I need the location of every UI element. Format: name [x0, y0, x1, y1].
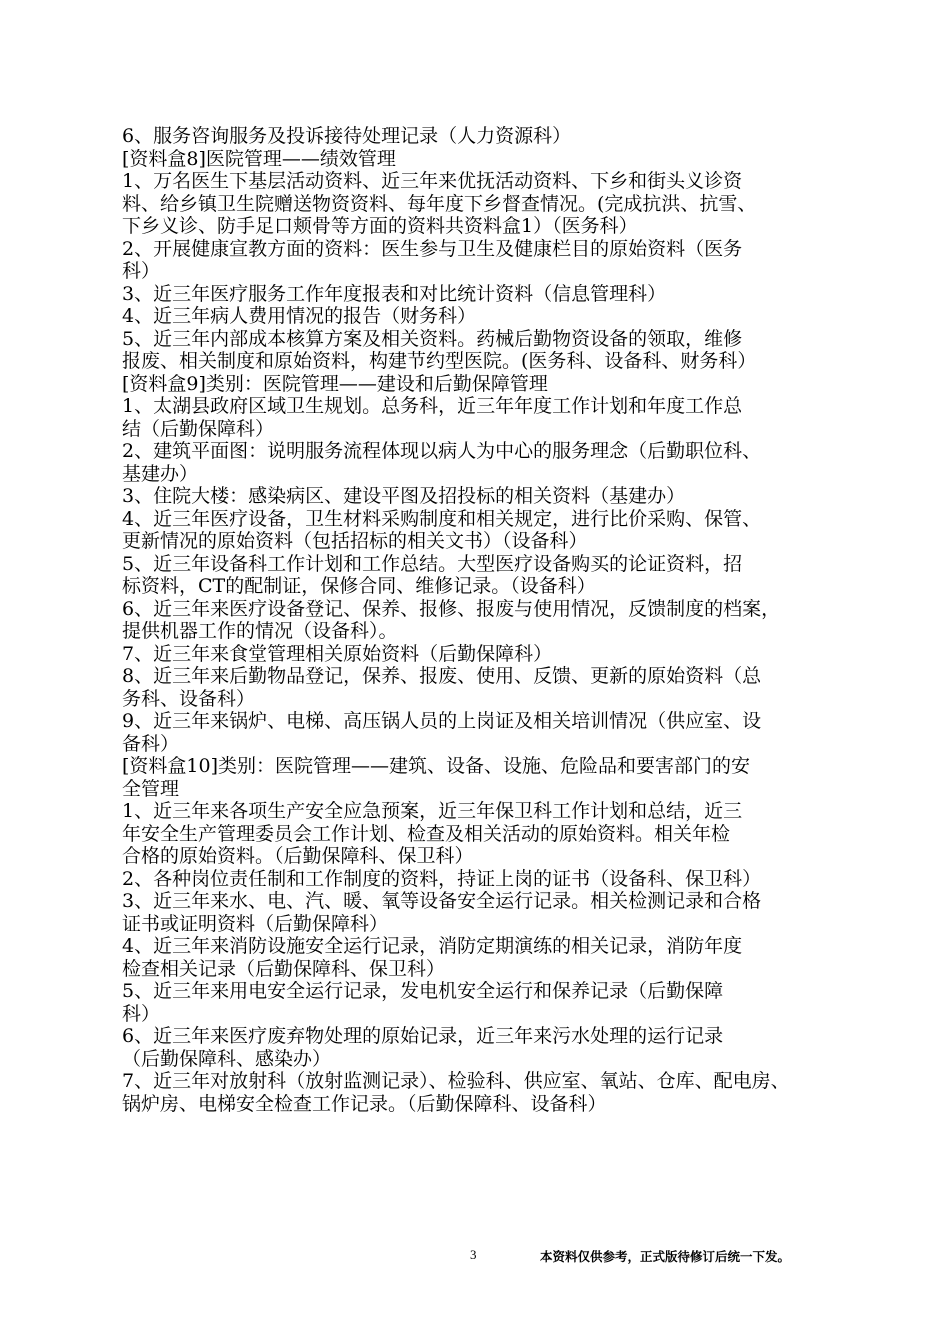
text-line: 料、给乡镇卫生院赠送物资资料、每年度下乡督查情况。(完成抗洪、抗雪、 — [122, 192, 757, 215]
text-line: 更新情况的原始资料（包括招标的相关文书）（设备科） — [122, 530, 588, 552]
text-line: 结（后勤保障科） — [122, 417, 275, 440]
text-line: 4、近三年医疗设备，卫生材料采购制度和相关规定，进行比价采购、保管、 — [122, 507, 762, 530]
text-line: 2、各种岗位责任制和工作制度的资料，持证上岗的证书（设备科、保卫科） — [122, 867, 762, 890]
text-line: 4、近三年病人费用情况的报告（财务科） — [122, 305, 477, 327]
footer-disclaimer: 本资料仅供参考，正式版待修订后统一下发。 — [540, 1250, 791, 1264]
document-body — [122, 125, 837, 1115]
text-line: 9、近三年来锅炉、电梯、高压锅人员的上岗证及相关培训情况（供应室、设 — [122, 710, 762, 732]
text-line: 1、万名医生下基层活动资料、近三年来优抚活动资料、下乡和街头义诊资 — [122, 170, 743, 192]
text-line: 检查相关记录（后勤保障科、保卫科） — [122, 957, 446, 980]
text-line: 2、开展健康宣教方面的资料：医生参与卫生及健康栏目的原始资料（医务 — [122, 237, 743, 260]
text-line: 报废、相关制度和原始资料，构建节约型医院。(医务科、设备科、财务科） — [122, 350, 757, 372]
text-line: 标资料，CT的配制证，保修合同、维修记录。（设备科） — [122, 575, 596, 597]
text-line: 提供机器工作的情况（设备科）。 — [122, 620, 398, 642]
text-line: 5、近三年设备科工作计划和工作总结。大型医疗设备购买的论证资料，招 — [122, 552, 743, 575]
text-line: 证书或证明资料（后勤保障科） — [122, 912, 389, 935]
text-line: 3、住院大楼：感染病区、建设平图及招投标的相关资料（基建办） — [122, 485, 686, 507]
text-line: 6、服务咨询服务及投诉接待处理记录（人力资源科） — [122, 125, 572, 147]
text-line: 基建办） — [122, 462, 199, 485]
text-line: 下乡义诊、防手足口颊骨等方面的资料共资料盒1）（医务科） — [122, 215, 638, 237]
text-line: 1、太湖县政府区域卫生规划。总务科，近三年年度工作计划和年度工作总 — [122, 395, 743, 417]
text-line: 4、近三年来消防设施安全运行记录，消防定期演练的相关记录，消防年度 — [122, 935, 743, 957]
text-line: 合格的原始资料。（后勤保障科、保卫科） — [122, 845, 474, 867]
text-line: 年安全生产管理委员会工作计划、检查及相关活动的原始资料。相关年检 — [122, 822, 731, 845]
page-number: 3 — [470, 1247, 477, 1262]
text-line: 7、近三年来食堂管理相关原始资料（后勤保障科） — [122, 642, 553, 665]
text-line: 5、近三年内部成本核算方案及相关资料。药械后勤物资设备的领取，维修 — [122, 327, 743, 350]
text-line: 8、近三年来后勤物品登记，保养、报废、使用、反馈、更新的原始资料（总 — [122, 665, 762, 687]
text-line: 备科） — [122, 732, 180, 755]
text-line: [资料盒8]医院管理——绩效管理 — [122, 147, 396, 170]
text-line: 2、建筑平面图：说明服务流程体现以病人为中心的服务理念（后勤职位科、 — [122, 440, 762, 462]
text-line: 科） — [122, 260, 161, 282]
text-line: 3、近三年来水、电、汽、暖、氧等设备安全运行记录。相关检测记录和合格 — [122, 890, 762, 912]
text-line: [资料盒10]类别：医院管理——建筑、设备、设施、危险品和要害部门的安 — [122, 755, 751, 777]
page-footer — [0, 1247, 950, 1267]
text-line: 全管理 — [122, 777, 180, 800]
text-line: 7、近三年对放射科（放射监测记录）、检验科、供应室、氧站、仓库、配电房、 — [122, 1070, 790, 1092]
text-line: [资料盒9]类别：医院管理——建设和后勤保障管理 — [122, 372, 548, 395]
text-line: 锅炉房、电梯安全检查工作记录。（后勤保障科、设备科） — [122, 1092, 607, 1115]
text-line: 1、近三年来各项生产安全应急预案，近三年保卫科工作计划和总结，近三 — [122, 800, 743, 822]
text-line: 3、近三年医疗服务工作年度报表和对比统计资料（信息管理科） — [122, 282, 667, 305]
text-line: 6、近三年来医疗废弃物处理的原始记录，近三年来污水处理的运行记录 — [122, 1025, 724, 1047]
text-line: 务科、设备科） — [122, 687, 256, 710]
text-line: （后勤保障科、感染办） — [122, 1047, 332, 1070]
text-line: 5、近三年来用电安全运行记录，发电机安全运行和保养记录（后勤保障 — [122, 980, 724, 1002]
text-line: 科） — [122, 1002, 161, 1025]
text-line: 6、近三年来医疗设备登记、保养、报修、报废与使用情况，反馈制度的档案， — [122, 597, 781, 620]
